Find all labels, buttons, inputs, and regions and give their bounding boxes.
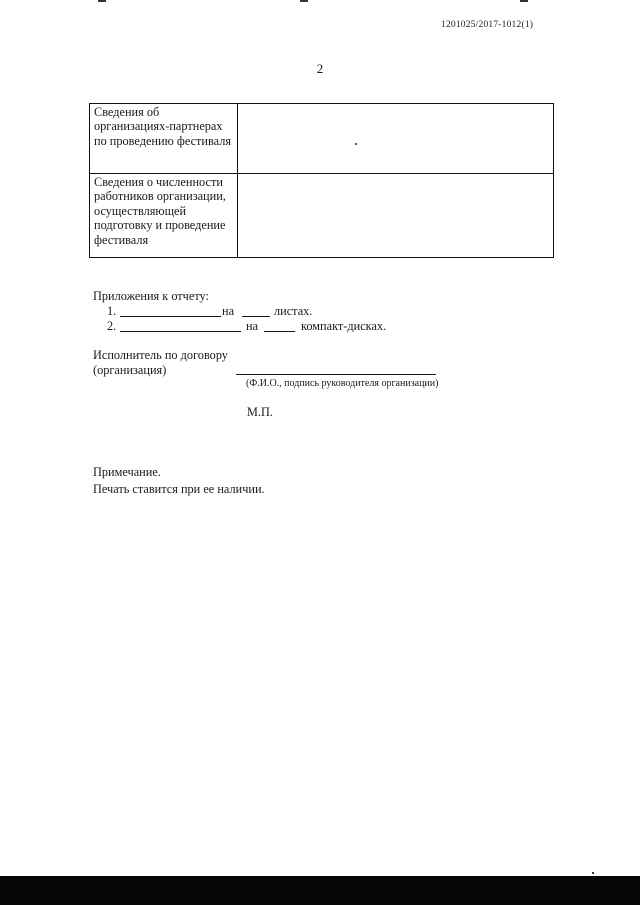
table-row-value bbox=[238, 174, 554, 258]
attachment-unit-2: компакт-дисках. bbox=[301, 319, 387, 333]
attachment-name-line-1 bbox=[120, 316, 221, 317]
attachment-connector-1: на bbox=[222, 304, 235, 318]
attachment-connector-2: на bbox=[246, 319, 259, 333]
info-table bbox=[89, 103, 554, 258]
note-title: Примечание. bbox=[93, 465, 161, 479]
scan-mark bbox=[520, 0, 528, 2]
attachments-title: Приложения к отчету: bbox=[93, 289, 209, 303]
attachment-name-line-2 bbox=[120, 331, 241, 332]
table-row-label: Сведения о численности работников организации, осуществляющей подготовку и проведение фестиваля bbox=[90, 174, 238, 258]
attachment-count-line-2 bbox=[264, 331, 295, 332]
scan-mark bbox=[300, 0, 308, 2]
table-row bbox=[90, 104, 554, 174]
attachment-count-line-1 bbox=[242, 316, 270, 317]
table-row-label: Сведения об организациях-партнерах по проведению фестиваля bbox=[90, 104, 238, 174]
document-id: 1201025/2017-1012(1) bbox=[441, 20, 534, 30]
scan-mark bbox=[98, 0, 106, 2]
attachment-number-2: 2. bbox=[107, 319, 117, 333]
page-number: 2 bbox=[316, 61, 324, 76]
executor-organization-label: (организация) bbox=[93, 363, 167, 377]
table-row bbox=[90, 174, 554, 258]
stamp-mark: М.П. bbox=[247, 405, 273, 419]
signature-line bbox=[236, 374, 436, 375]
scan-bottom-edge bbox=[0, 876, 640, 905]
scan-dot bbox=[355, 143, 357, 145]
attachment-unit-1: листах. bbox=[274, 304, 313, 318]
attachment-number-1: 1. bbox=[107, 304, 117, 318]
table-row-value bbox=[238, 104, 554, 174]
scan-speck bbox=[592, 872, 594, 874]
note-text: Печать ставится при ее наличии. bbox=[93, 482, 265, 496]
executor-label: Исполнитель по договору bbox=[93, 348, 228, 362]
signature-caption: (Ф.И.О., подпись руководителя организации) bbox=[246, 378, 439, 389]
